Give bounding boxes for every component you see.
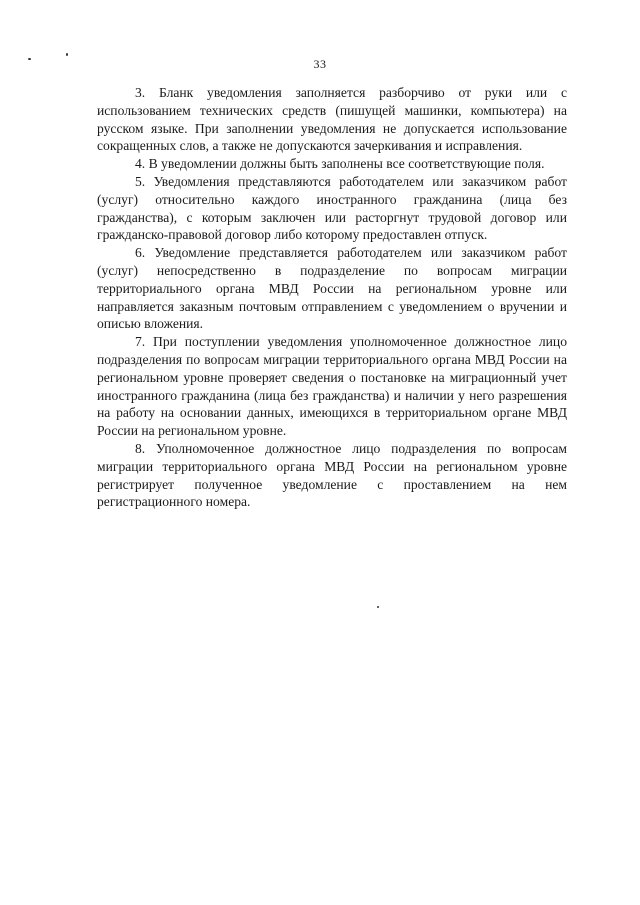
paragraph-4: 4. В уведомлении должны быть заполнены все соответствующие поля. — [135, 156, 545, 172]
paragraph-3: 3. Бланк уведомления заполняется разборчиво от руки или с использованием технических средств (пишущей машинки, компьютера) на русском языке. При заполнении уведомления не допускается использование сокращенных слов, а также не допускаются зачеркивания и исправления. — [97, 85, 567, 154]
scan-speck — [66, 53, 68, 56]
scan-speck — [377, 606, 379, 608]
paragraph-7: 7. При поступлении уведомления уполномоченное должностное лицо подразделения по вопросам миграции территориального органа МВД России на региональном уровне проверяет сведения о постановке на миграционный учет иностранного гражданина (лица без гражданства) и наличии у него разрешения на работу на основании данных, имеющихся в территориальном органе МВД России на региональном уровне. — [97, 334, 567, 439]
paragraph-6: 6. Уведомление представляется работодателем или заказчиком работ (услуг) непосредственно в подразделение по вопросам миграции территориального органа МВД России на региональном уровне или направляется заказным почтовым отправлением с уведомлением о вручении и описью вложения. — [97, 245, 567, 332]
page-number: 33 — [313, 57, 327, 71]
paragraph-8: 8. Уполномоченное должностное лицо подразделения по вопросам миграции территориального органа МВД России на региональном уровне регистрирует полученное уведомление с проставлением на нем регистрационного номера. — [97, 440, 567, 510]
document-body — [97, 84, 567, 511]
paragraph-5: 5. Уведомления представляются работодателем или заказчиком работ (услуг) относительно каждого иностранного гражданина (лица без гражданства), с которым заключен или расторгнут трудовой договор или гражданско-правовой договор либо которому предоставлен отпуск. — [97, 173, 567, 243]
